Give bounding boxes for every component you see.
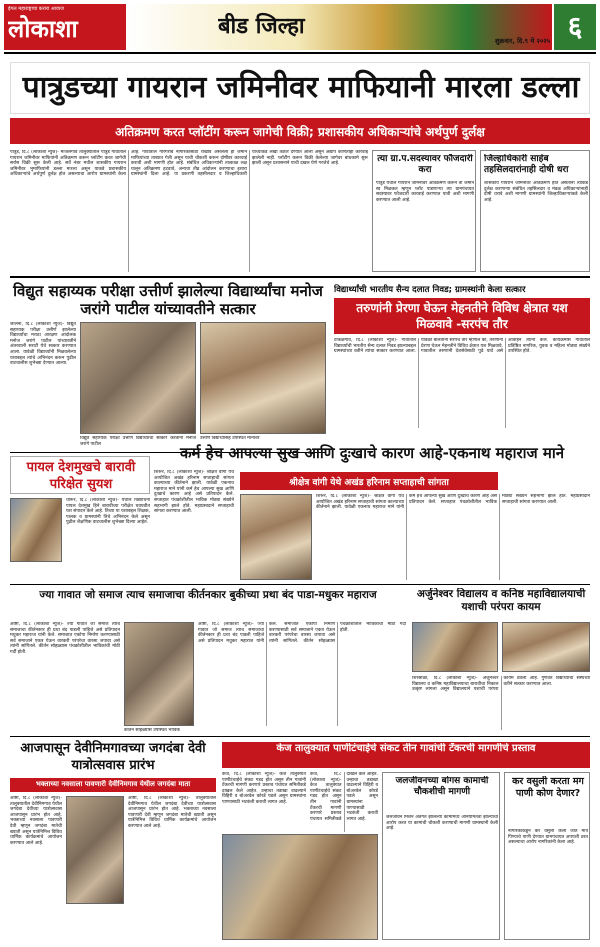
main-subhead-bar [10, 118, 590, 144]
divider-4 [10, 736, 590, 737]
story5-body-left: आष्टी, दि.८ (लोकाशा न्युज)- ज्या गावात जो समाज त्याच समाजाचा कीर्तनकार ही प्रथा बंद पाडली पाहिजे असे प्रतिपादन मधुकर महाराज यांनी केले. समाजात एकोपा निर्माण करण्यासाठी सर्व समाजाने एकत्र येऊन वारकरी परंपरेचा वारसा जपावा असे त्यांनी सांगितले. कीर्तन सोहळ्यास पंचक्रोशीतील भाविकांची मोठी गर्दी होती. [10, 622, 120, 655]
story9-body: नागरिकांकडून कर वसुली केली जाते मात्र पिण्याचे पाणी देण्यात ग्रामपंचायत अपयशी ठरत असल्याचा आरोप नागरिकांनी केला आहे. [508, 829, 588, 846]
main-subhead: अतिक्रमण करत प्लॉटींग करून जागेची विक्री; प्रशासकीय अधिकाऱ्यांचे अर्थपुर्ण दुर्लक्ष [115, 125, 485, 139]
story2-caption-1: विद्युत सहाय्यक परीक्षा उत्तीर्ण विद्यार्थ्यांचा सत्कार करताना मनोज जरांगे पाटील [80, 436, 196, 447]
story7-sub: भक्ताच्या नवसाला पावणारी देवीनिमगाव येथील जगदंबा माता [35, 780, 191, 788]
banner-body-left: शिरूर, दि.८ (लोकाशा न्युज)- श्रीक्षेत्र वांगी येथे आयोजित अखंड हरिनाम सप्ताहाची सांगता काल्याच्या कीर्तनाने झाली. यावेळी एकनाथ महाराज माने यांनी कर्म हेच आपल्या सुख आणि दुःखाचे कारण आहे असे प्रतिपादन केले. सप्ताहात पंचक्रोशीतील भाविक मोठ्या संख्येने सहभागी झाले होते. महाप्रसादाने सप्ताहाची सांगता करण्यात आली. [154, 470, 234, 515]
masthead [4, 4, 596, 54]
page-number: ६ [554, 4, 596, 50]
story9-headline: कर वसुली करता मग पाणी कोण देणार? [512, 776, 584, 799]
main-story-body: पात्रुड, दि.८ (लोकाशा न्युज)- माजलगाव तालुक्यातील पात्रुड गावातील गायरान जमिनीवर माफियांनी अतिक्रमण करून प्लॉटींग करत जागेची सर्रास विक्री सुरू केली आहे. सर्वे नंबर मधील शासकीय गायरान जमिनीवर भुमाफियांनी डल्ला मारला असून याकडे प्रशासकीय अधिकाऱ्यांचे अर्थपुर्ण दुर्लक्ष होत असल्याचा आरोप ग्रामस्थांनी केला आहे. गावातील गोरगरीब नागरिकांसाठी राखीव असलेली ही जमीन माफियांच्या ताब्यात गेली असून याची चौकशी करून दोषींवर कारवाई करावी अशी मागणी होत आहे. संबंधित अधिकाऱ्यांनी तात्काळ लक्ष घालून अतिक्रमण हटवावे, अन्यथा तीव्र आंदोलन करण्याचा इशारा ग्रामस्थांनी दिला आहे. या प्रकरणी तहसीलदार व जिल्हाधिकारी यांच्याकडे लेखी तक्रार देण्यात आली असून अद्याप कोणतीही कारवाई झालेली नाही. प्लॉटींग करून विक्री केलेल्या जागेवर बांधकामे सुरू झाली असून प्रशासनाने याची दखल घेणे गरजेचे आहे. [10, 150, 368, 178]
main-box2-body: शासकीय गायरान जमिनीवर अतिक्रमण होत असताना त्याकडे दुर्लक्ष करणाऱ्या संबंधित तहसिलदार व मंडळ अधिकाऱ्यांनाही दोषी धरावे अशी मागणी ग्रामस्थांनी जिल्हाधिकाऱ्यांकडे केली आहे. [484, 181, 588, 203]
story8-headline-bar [222, 742, 590, 768]
story5-caption: कीर्तन सोहळ्यास उपस्थित भाविक [124, 728, 180, 733]
main-box2-title: जिल्हाधिकारी साहेब तहसिलदारांनाही दोषी धरा [484, 154, 569, 175]
story5-headline: ज्या गावात जो समाज त्याच समाजाचा कीर्तनकार बुकीच्या प्रथा बंद पाडा-मधुकर महाराज [39, 589, 377, 601]
story8-body: केज, दि.८ (लोकाशा न्युज)- केज तालुक्यात पाणीटंचाईचे संकट गडद होत असून तीन गावांनी टँकरची मागणी करणारे प्रस्ताव पंचायत समितीकडे दाखल केले आहेत. उन्हाचा तडाखा वाढल्याने विहिरी व बोअरवेल कोरडे पडले असून ग्रामस्थांना पाण्यासाठी भटकंती करावी लागत आहे. [222, 772, 306, 805]
story2-caption-2: उत्तीर्ण विद्यार्थ्यांसह उपस्थित मान्यवर [200, 436, 260, 441]
banner-sub: श्रीक्षेत्र वांगी येथे अखंड हरिनाम सप्ताहाची सांगता [289, 478, 449, 488]
masthead-logo: लोकाशा [8, 15, 78, 43]
story8-photo [222, 834, 378, 940]
masthead-banner [128, 4, 552, 50]
story7-sub-bar [10, 778, 216, 792]
story4-headline: पायल देशमुखचे बारावी परिक्षेत सुयश [26, 460, 136, 492]
story5-photo [124, 622, 194, 726]
story8-box-title: जलजीवनच्या बोगस कामाची चौकशीची मागणी [395, 776, 489, 797]
story8-body-right: केज, दि.८ (लोकाशा न्युज)- केज तालुक्यात पाणीटंचाईचे संकट गडद होत असून तीन गावांनी टँकरची मागणी करणारे प्रस्ताव पंचायत समितीकडे दाखल केले आहेत. उन्हाचा तडाखा वाढल्याने विहिरी व बोअरवेल कोरडे पडले असून ग्रामस्थांना पाण्यासाठी भटकंती करावी लागत आहे. [310, 772, 378, 822]
story6-photo-2 [502, 622, 590, 672]
main-box1 [372, 150, 476, 272]
story8-box-body: जलजीवन मिशन अंतर्गत झालेल्या कामांमध्ये अनियमितता झाल्याचा आरोप करत या कामांची चौकशी करण्याची मागणी ग्रामस्थांनी केली आहे. [386, 815, 498, 832]
story5-body: आष्टी, दि.८ (लोकाशा न्युज)- ज्या गावात जो समाज त्याच समाजाचा कीर्तनकार ही प्रथा बंद पाडली पाहिजे असे प्रतिपादन मधुकर महाराज यांनी केले. समाजात एकोपा निर्माण करण्यासाठी सर्व समाजाने एकत्र येऊन वारकरी परंपरेचा वारसा जपावा असे त्यांनी सांगितले. कीर्तन सोहळ्यास पंचक्रोशीतील भाविकांची मोठी गर्दी होती. [198, 622, 406, 644]
story7-photo [66, 796, 124, 904]
story8-headline: केज तालुक्यात पाणीटंचाईचे संकट तीन गावांची टँकरची मागणीचे प्रस्ताव [276, 743, 536, 754]
story3-kicker: विद्यार्थ्यांची भारतीय सैन्य दलात निवड; ग्रामस्थांनी केला सत्कार [334, 285, 526, 295]
main-box1-title: त्या ग्रा.प.सदस्यावर फौजदारी करा [377, 154, 473, 175]
story4-headline-box [10, 456, 150, 494]
divider-1 [10, 276, 590, 278]
masthead-tagline: ईगल महाराष्ट्राचा करारा आवाज [8, 6, 64, 12]
story7-body-left: आष्टी, दि.८ (लोकाशा न्युज)- तालुक्यातील देवीनिमगाव येथील जगदंबा देवीच्या यात्रोत्सवास आजपासून प्रारंभ होत आहे. भक्ताच्या नवसाला पावणारी देवी म्हणून जगदंबा मातेची ख्याती असून यात्रेनिमित्त विविध धार्मिक कार्यक्रमांचे आयोजन करण्यात आले आहे. [10, 796, 62, 846]
story3-headline-bar [334, 298, 590, 334]
main-box1-body: पात्रुड येथील गायरान जमिनीवर अतिक्रमण करून ती जमीन स्व मिळकत म्हणून प्लॉट पाडणाऱ्या त्या ग्रामपंचायत सदस्यावर फौजदारी कारवाई करण्यात यावी अशी मागणी करण्यात आली आहे. [376, 181, 474, 203]
story2-headline: विद्युत सहाय्यक परीक्षा उत्तीर्ण झालेल्या विद्यार्थ्यांचा मनोज जरांगे पाटील यांच्यावतीने सत्कार [13, 282, 323, 318]
banner-sub-bar [240, 472, 498, 490]
main-headline: पात्रुडच्या गायरान जमिनीवर माफियानी मारला डल्ला [22, 70, 580, 105]
story4-body: धारूर, दि.८ (लोकाशा न्युज)- येथील विद्यार्थिनी पायल देशमुख हिने बारावीच्या परीक्षेत घवघवीत यश संपादन केले आहे. तिच्या या यशाबद्दल शिक्षक, पालक व ग्रामस्थांनी तिचे अभिनंदन केले असून पुढील शैक्षणिक वाटचालीस शुभेच्छा दिल्या आहेत. [66, 498, 150, 526]
story3-body: टाकळगाव, दि.८ (लोकाशा न्युज)- गावातील विद्यार्थ्यांची भारतीय सैन्य दलात निवड झाल्याबद्दल ग्रामस्थांच्या वतीने त्यांचा सत्कार करण्यात आला. यावेळी बोलताना सरपंच तौर म्हणाले की, तरुणांनी प्रेरणा घेऊन मेहनतीने विविध क्षेत्रात यश मिळवावे. गावातील तरुणांनी देशसेवेसाठी पुढे यावे असे आवाहन त्यांनी केले. कार्यक्रमास गावातील प्रतिष्ठित नागरिक, युवक व महिला मोठ्या संख्येने उपस्थित होते. [334, 338, 590, 355]
main-box2 [480, 150, 590, 272]
story9-box [504, 772, 590, 940]
banner-quote: कर्म हेच आपल्या सुख आणि दुःखाचे कारण आहे-एकनाथ महाराज माने [179, 444, 565, 462]
story3-headline: तरुणांनी प्रेरणा घेऊन मेहनतीने विविध क्षेत्रात यश मिळवावे -सरपंच तौर [356, 301, 568, 331]
banner-photo [240, 494, 312, 580]
story7-headline: आजपासून देवीनिमगावच्या जगदंबा देवी यात्रोत्सवास प्रारंभ [20, 741, 206, 773]
story8-box [382, 772, 500, 940]
section-title: बीड जिल्हा [218, 14, 305, 39]
story2-body: जालना, दि.८ (लोकाशा न्युज)- विद्युत सहाय्यक परीक्षा उत्तीर्ण झालेल्या विद्यार्थ्यांचा मराठा आरक्षण आंदोलक मनोज जरांगे पाटील यांच्यावतीने अंतरवाली सराटी येथे सत्कार करण्यात आला. यावेळी विद्यार्थ्यांनी मिळवलेल्या यशाबद्दल त्यांचे अभिनंदन करून पुढील वाटचालीस शुभेच्छा देण्यात आल्या. [10, 322, 76, 367]
divider-3 [10, 584, 590, 585]
date-line: शुक्रवार, दि.९ मे २०२५ [494, 37, 550, 45]
banner-body: शिरूर, दि.८ (लोकाशा न्युज)- श्रीक्षेत्र वांगी येथे आयोजित अखंड हरिनाम सप्ताहाची सांगता काल्याच्या कीर्तनाने झाली. यावेळी एकनाथ महाराज माने यांनी कर्म हेच आपल्या सुख आणि दुःखाचे कारण आहे असे प्रतिपादन केले. सप्ताहात पंचक्रोशीतील भाविक मोठ्या संख्येने सहभागी झाले होते. महाप्रसादाने सप्ताहाची सांगता करण्यात आली. [316, 494, 590, 511]
story6-photo-1 [412, 622, 498, 672]
story4-photo [10, 498, 62, 562]
main-headline-bar [10, 62, 590, 114]
story7-body: आष्टी, दि.८ (लोकाशा न्युज)- तालुक्यातील देवीनिमगाव येथील जगदंबा देवीच्या यात्रोत्सवास आजपासून प्रारंभ होत आहे. भक्ताच्या नवसाला पावणारी देवी म्हणून जगदंबा मातेची ख्याती असून यात्रेनिमित्त विविध धार्मिक कार्यक्रमांचे आयोजन करण्यात आले आहे. [128, 796, 216, 829]
story6-body: शिरसाळा, दि.८ (लोकाशा न्युज)- अर्जुनेश्वर विद्यालय व कनिष्ठ महाविद्यालयाचा बारावीचा निकाल उत्कृष्ट लागला असून विद्यालयाने यशाची परंपरा कायम ठेवली आहे. गुणवंत विद्यार्थ्यांचा संस्थेच्या वतीने सत्कार करण्यात आला. [412, 676, 590, 693]
story6-headline: अर्जुनेश्वर विद्यालय व कनिष्ठ महाविद्यालयाची यशाची परंपरा कायम [416, 588, 586, 613]
story2-photo-2 [200, 322, 326, 434]
story2-photo-1 [80, 322, 196, 434]
masthead-logo-block [4, 4, 126, 50]
